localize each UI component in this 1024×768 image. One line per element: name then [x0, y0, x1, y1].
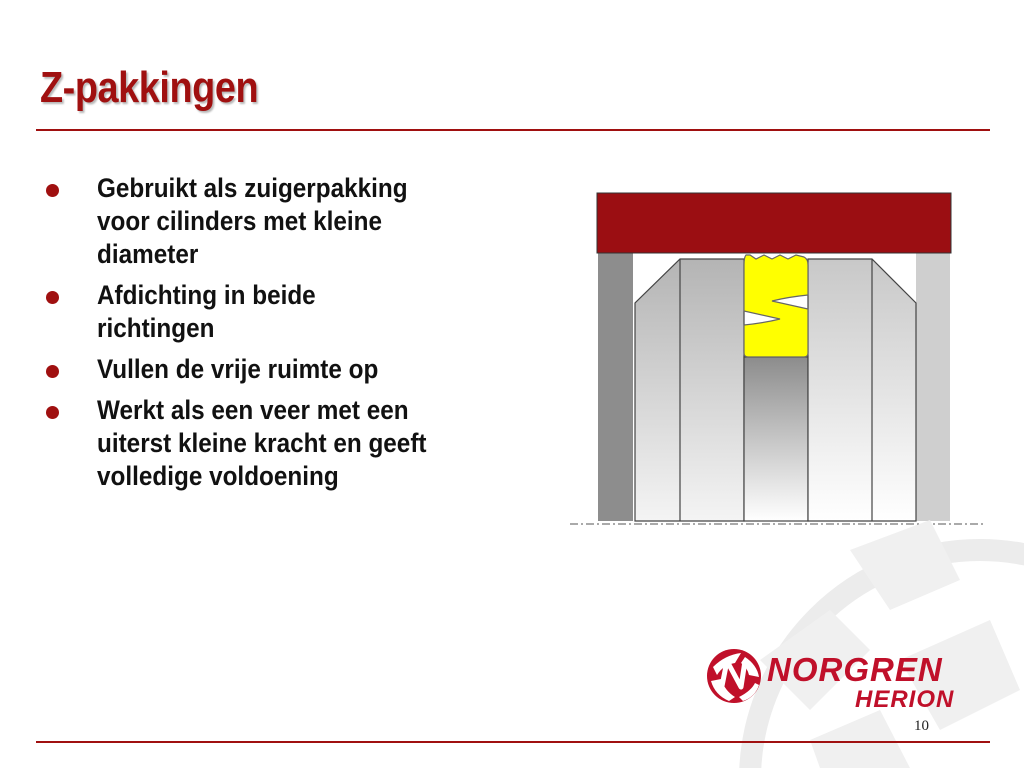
bullet-dot-icon — [46, 365, 59, 378]
bullet-dot-icon — [46, 184, 59, 197]
globe-logo-icon — [705, 647, 763, 705]
footer-divider — [36, 741, 990, 743]
z-seal-diagram — [560, 185, 990, 535]
bullet-dot-icon — [46, 291, 59, 304]
company-logo — [705, 645, 1005, 715]
bullet-text: Afdichting in beide richtingen — [97, 280, 316, 343]
bullet-list — [40, 172, 540, 501]
slide-title: Z-pakkingen — [40, 63, 259, 112]
bullet-text: Vullen de vrije ruimte op — [97, 354, 379, 384]
bullet-dot-icon — [46, 406, 59, 419]
page-number: 10 — [914, 718, 929, 734]
logo-norgren-text: NORGREN — [767, 651, 943, 688]
piston-right-body — [808, 259, 916, 521]
globe-watermark — [700, 490, 1024, 768]
bullet-item — [40, 353, 540, 386]
bullet-item — [40, 394, 540, 493]
bullet-item — [40, 279, 540, 345]
logo-herion-text: HERION — [855, 686, 955, 713]
z-seal — [744, 255, 808, 357]
bore-right-wall — [916, 253, 950, 521]
cylinder-wall — [597, 193, 951, 253]
piston-left-body — [635, 259, 744, 521]
bullet-text: Werkt als een veer met een uiterst kleine kracht en geeft volledige voldoening — [97, 395, 427, 491]
bore-left-wall — [598, 253, 633, 521]
bullet-text: Gebruikt als zuigerpakking voor cilinders met kleine diameter — [97, 173, 408, 269]
title-divider — [36, 129, 990, 131]
bullet-item — [40, 172, 540, 271]
